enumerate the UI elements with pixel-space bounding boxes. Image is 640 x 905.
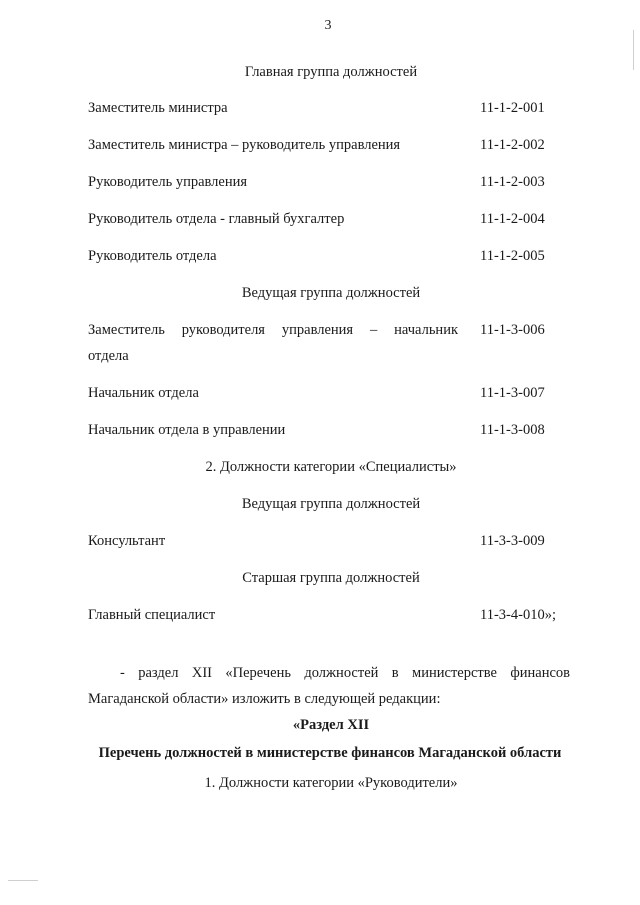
section-subtitle: Перечень должностей в министерстве финансов Магаданской области: [98, 745, 562, 761]
heading-leading-group: Ведущая группа должностей: [241, 285, 421, 301]
position-code: 11-1-2-005: [480, 248, 545, 264]
paragraph-line: - раздел XII «Перечень должностей в министерстве финансов: [120, 665, 570, 681]
heading-senior-group: Старшая группа должностей: [242, 570, 420, 586]
position-code: 11-3-4-010»;: [480, 607, 556, 623]
section-title: «Раздел XII: [292, 717, 370, 733]
scan-edge-mark: [8, 880, 38, 881]
position-code: 11-3-3-009: [480, 533, 545, 549]
position-name-line1: Заместитель руководителя управления – начальник: [88, 322, 458, 338]
position-code: 11-1-2-001: [480, 100, 545, 116]
position-name: Консультант: [88, 533, 166, 549]
position-name: Руководитель управления: [88, 174, 248, 190]
position-code: 11-1-3-007: [480, 385, 545, 401]
position-name: Начальник отдела: [88, 385, 199, 401]
position-code: 11-1-2-003: [480, 174, 545, 190]
position-name: Заместитель министра – руководитель управления: [88, 137, 401, 153]
scan-edge-mark: [633, 30, 634, 70]
position-code: 11-1-2-004: [480, 211, 545, 227]
heading-main-group: Главная группа должностей: [244, 64, 418, 80]
position-name: Руководитель отдела - главный бухгалтер: [88, 211, 345, 227]
position-code: 11-1-3-006: [480, 322, 545, 338]
position-name: Главный специалист: [88, 607, 216, 623]
page-number: 3: [324, 18, 332, 33]
position-name: Начальник отдела в управлении: [88, 422, 286, 438]
heading-leading-group: Ведущая группа должностей: [241, 496, 421, 512]
heading-managers: 1. Должности категории «Руководители»: [204, 775, 458, 791]
position-code: 11-1-3-008: [480, 422, 545, 438]
heading-specialists: 2. Должности категории «Специалисты»: [205, 459, 457, 475]
position-code: 11-1-2-002: [480, 137, 545, 153]
paragraph-line: Магаданской области» изложить в следующей редакции:: [88, 691, 441, 707]
position-name: Руководитель отдела: [88, 248, 217, 264]
position-name: Заместитель министра: [88, 100, 228, 116]
amendment-paragraph: [88, 660, 570, 712]
position-name-line2: отдела: [88, 348, 129, 364]
